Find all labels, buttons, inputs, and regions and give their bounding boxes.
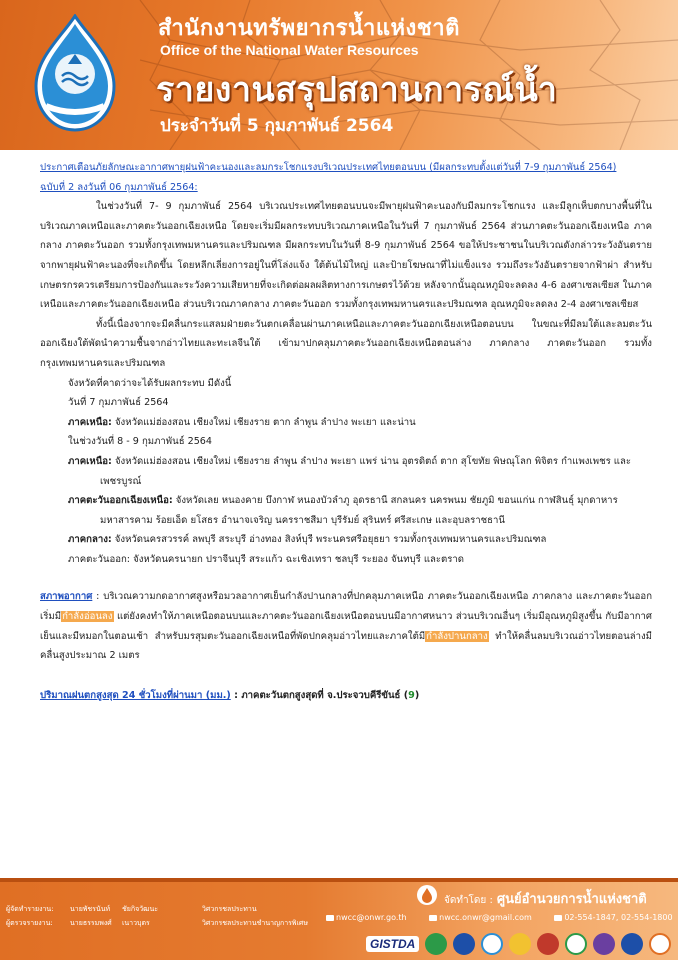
weather-highlight-weakening: กำลังอ่อนลง [62,611,113,623]
report-footer [0,878,678,960]
announcement-title[interactable]: ประกาศเตือนภัยลักษณะอากาศพายุฝนฟ้าคะนองและลมกระโชกแรงบริเวณประเทศไทยตอนบน (มีผลกระทบตั้งแต่วันที่ 7-9 กุมภาพันธ์ 2564) [40,162,617,173]
nwcc-drop-icon [416,884,438,906]
day2-date: ในช่วงวันที่ 8 - 9 กุมภาพันธ์ 2564 [68,436,213,448]
partner-logo-icon [593,933,615,955]
publisher [444,888,647,909]
day2-north [40,452,652,472]
partner-logo-icon [649,933,671,955]
email-1[interactable]: nwcc@onwr.go.th [326,913,417,922]
spacer [40,666,652,686]
weather-text-c: ทำให้คลื่นลมบริเวณอ่าวไทยตอนล่างมีคลื่นสูงประมาณ 2 เมตร [40,630,652,662]
day2-northeast [40,491,652,511]
announcement-paragraph-1: ในช่วงวันที่ 7- 9 กุมภาพันธ์ 2564 บริเวณประเทศไทยตอนบนจะมีพายุฝนฟ้าคะนองกับมีลมกระโชกแรง และมีลูกเห็บตกบางพื้นที่ในบริเวณภาคเหนือและภาคตะวันออกเฉียงเหนือ โดยจะเริ่มมีผลกระทบบริเวณภาคเหนือในวันที่ 7 กุมภาพันธ์ 2564 ส่วนภาคตะวันออกเฉียงเหนือ ภาคกลาง ภาคตะวันออก รวมทั้งกรุงเทพมหานครและปริมณฑล มีผลกระทบในวันที่ 8-9 กุมภาพันธ์ 2564 ขอให้ประชาชนในบริเวณดังกล่าวระวังอันตรายจากพายุฝนฟ้าคะนองที่จะเกิดขึ้น โดยหลีกเลี่ยงการอยู่ในที่โล่งแจ้ง ใต้ต้นไม้ใหญ่ และป้ายโฆษณาที่ไม่แข็งแรง รวมถึงระวังอันตรายจากฟ้าผ่า สำหรับเกษตรกรควรเตรียมการป้องกันและระวังความเสียหายที่จะเกิดต่อผลผลิตทางการเกษตรไว้ด้วย หลังจากนั้นอุณหภูมิจะลดลง 4-6 องศาเซลเซียส ในภาคเหนือและภาคตะวันออกเฉียงเหนือ ส่วนบริเวณภาคกลาง ภาคตะวันออก รวมทั้งกรุงเทพมหานครและปริมณฑล อุณหภูมิจะลดลง 2-4 องศาเซลเซียส [40,201,652,311]
org-name-thai: สำนักงานทรัพยากรน้ำแห่งชาติ [158,16,460,41]
credit-row-reviewer: ผู้ตรวจรายงาน: นายธรรมพงศ์ เนาวบุตร วิศวกรชลประทานชำนาญการพิเศษ [6,919,308,927]
spacer [40,569,652,587]
partner-logos [366,930,676,958]
weather-label[interactable]: สภาพอากาศ [40,591,93,603]
rain-label[interactable]: ปริมาณฝนตกสูงสุด 24 ชั่วโมงที่ผ่านมา (มม.) [40,689,231,701]
contacts [326,913,678,922]
province-list: จังหวัดแม่ฮ่องสอน เชียงใหม่ เชียงราย ตาก ลำพูน ลำปาง พะเยา และน่าน [111,416,416,428]
onwr-logo-icon [28,14,122,132]
province-list: จังหวัดนครสวรรค์ ลพบุรี สระบุรี อ่างทอง สิงห์บุรี พระนครศรีอยุธยา รวมทั้งกรุงเทพมหานครและปริมณฑล [111,534,547,546]
report-header [0,0,678,150]
announcement-paragraph-2: ทั้งนี้เนื่องจากจะมีคลื่นกระแสลมฝ่ายตะวันตกเคลื่อนผ่านภาคเหนือและภาคตะวันออกเฉียงเหนือตอนบน ในขณะที่มีลมใต้และลมตะวันออกเฉียงใต้พัดนำความชื้นจากอ่าวไทยและทะเลจีนใต้ เข้ามาปกคลุมภาคตะวันออกเฉียงเหนือตอนล่าง ภาคกลาง ภาคตะวันออก รวมทั้งกรุงเทพมหานครและปริมณฑล [40,318,652,369]
email-2[interactable]: nwcc.onwr@gmail.com [429,913,542,922]
org-name-english: Office of the National Water Resources [160,42,419,58]
region-label: ภาคเหนือ: [68,416,112,428]
partner-logo-icon [425,933,447,955]
partner-logo-icon [621,933,643,955]
credit-row-author: ผู้จัดทำรายงาน: นายพัชรนันท์ ชัยกิจวัฒนะ วิศวกรชลประทาน [6,905,257,913]
publisher-prefix: จัดทำโดย : [444,895,493,906]
region-label: ภาคกลาง: [68,534,112,546]
partner-logo-icon [537,933,559,955]
day2-east: ภาคตะวันออก: จังหวัดนครนายก ปราจีนบุรี สระแก้ว ฉะเชิงเทรา ชลบุรี ระยอง จันทบุรี และตราด [68,553,465,565]
publisher-name: ศูนย์อำนวยการน้ำแห่งชาติ [496,892,647,907]
weather-section [40,587,652,665]
day2-central [40,530,652,550]
region-label: ภาคเหนือ: [68,455,112,467]
weather-highlight-moderate: กำลังปานกลาง [426,630,488,642]
rain-section [40,686,652,706]
partner-logo-icon [565,933,587,955]
mail-icon [326,915,334,921]
report-date: ประจำวันที่ 5 กุมภาพันธ์ 2564 [160,116,394,136]
mail-icon [429,915,437,921]
rain-close: ) [414,689,420,701]
day2-north-continued: เพชรบูรณ์ [100,475,142,487]
partner-logo-icon [509,933,531,955]
day1-north [40,413,652,433]
province-list: จังหวัดแม่ฮ่องสอน เชียงใหม่ เชียงราย ลำพูน ลำปาง พะเยา แพร่ น่าน อุตรดิตถ์ ตาก สุโขทัย พิษณุโลก พิจิตร กำแพงเพชร และ [111,455,631,467]
provinces-intro: จังหวัดที่คาดว่าจะได้รับผลกระทบ มีดังนี้ [68,377,232,389]
day1-date: วันที่ 7 กุมภาพันธ์ 2564 [68,397,169,409]
credits-block [6,902,308,930]
rain-value: 9 [408,689,415,701]
rain-text: : ภาคตะวันตกสูงสุดที่ จ.ประจวบคีรีขันธ์ ( [230,689,409,701]
phone[interactable]: 02-554-1847, 02-554-1800 [554,913,678,922]
region-label: ภาคตะวันออกเฉียงเหนือ: [68,495,173,507]
report-body [40,158,652,705]
weather-text-b: แต่ยังคงทำให้ภาคเหนือตอนบนและภาคตะวันออกเฉียงเหนือตอนบนมีอากาศหนาว ส่วนบริเวณอื่นๆ เริ่มมีอุณหภูมิสูงขึ้น กับมีอากาศเย็นและมีหมอกในตอนเช้า สำหรับมรสุมตะวันออกเฉียงเหนือที่พัดปกคลุมอ่าวไทยและภาคใต้มี [40,611,652,642]
weather-text-a: : บริเวณความกดอากาศสูงหรือมวลอากาศเย็นกำลังปานกลางที่ปกคลุมภาคเหนือ ภาคตะวันออกเฉียงเหนือ ภาคกลาง และภาคตะวันออกเริ่มมี [40,591,652,623]
footer-divider [0,878,678,882]
day2-northeast-continued: มหาสารคาม ร้อยเอ็ด ยโสธร อำนาจเจริญ นครราชสีมา บุรีรัมย์ สุรินทร์ ศรีสะเกษ และอุบลราชธานี [100,514,505,526]
report-title: รายงานสรุปสถานการณ์น้ำ [156,70,558,110]
announcement-issue[interactable]: ฉบับที่ 2 ลงวันที่ 06 กุมภาพันธ์ 2564: [40,181,198,193]
partner-logo-icon [481,933,503,955]
province-list: จังหวัดเลย หนองคาย บึงกาฬ หนองบัวลำภู อุดรธานี สกลนคร นครพนม ชัยภูมิ ขอนแก่น กาฬสินธุ์ มุกดาหาร [172,495,618,507]
gistda-logo: GISTDA [366,936,419,952]
partner-logo-icon [453,933,475,955]
phone-icon [554,915,562,921]
